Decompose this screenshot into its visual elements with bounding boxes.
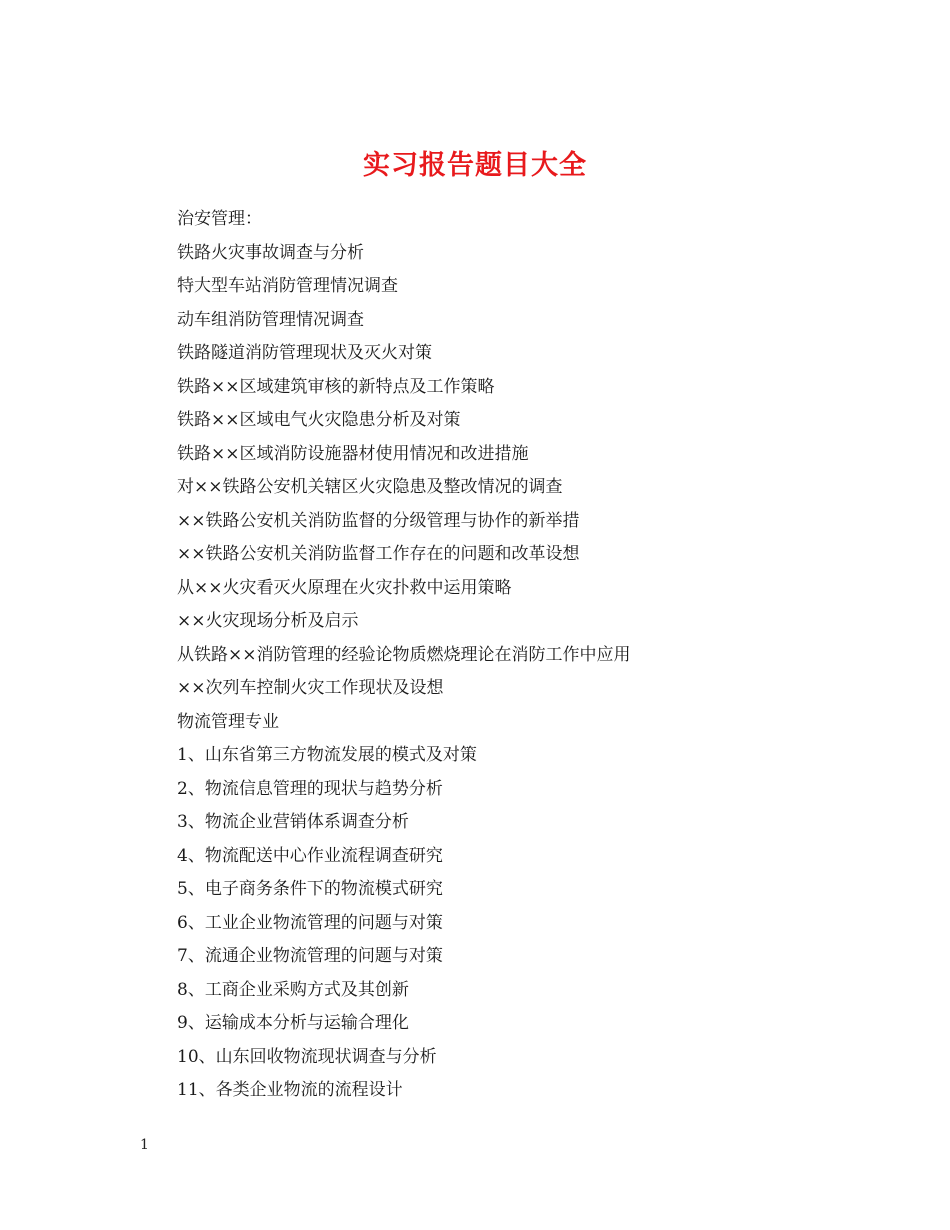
list-item: 动车组消防管理情况调查 — [177, 309, 364, 330]
list-item: 铁路隧道消防管理现状及灭火对策 — [177, 343, 432, 363]
list-item: 对××铁路公安机关辖区火灾隐患及整改情况的调查 — [177, 477, 563, 497]
list-item: 铁路××区域电气火灾隐患分析及对策 — [177, 410, 461, 430]
list-item: 7、流通企业物流管理的问题与对策 — [177, 946, 443, 966]
section-heading: 治安管理： — [177, 209, 262, 229]
list-item: 6、工业企业物流管理的问题与对策 — [177, 912, 443, 933]
list-item: 铁路火灾事故调查与分析 — [177, 242, 364, 263]
page-number: 1 — [140, 1137, 149, 1153]
list-item: 9、运输成本分析与运输合理化 — [177, 1013, 409, 1033]
list-item: 10、山东回收物流现状调查与分析 — [177, 1046, 437, 1067]
list-item: 2、物流信息管理的现状与趋势分析 — [177, 778, 443, 799]
document-title: 实习报告题目大全 — [363, 150, 587, 182]
topic-list — [177, 203, 631, 1108]
list-item: ××铁路公安机关消防监督的分级管理与协作的新举措 — [177, 510, 580, 531]
list-item: 从××火灾看灭火原理在火灾扑救中运用策略 — [177, 577, 512, 598]
list-item: 8、工商企业采购方式及其创新 — [177, 979, 409, 1000]
list-item: 5、电子商务条件下的物流模式研究 — [177, 879, 443, 899]
list-item: 3、物流企业营销体系调查分析 — [177, 812, 409, 832]
list-item: 4、物流配送中心作业流程调查研究 — [177, 845, 443, 866]
list-item: 铁路××区域消防设施器材使用情况和改进措施 — [177, 443, 529, 464]
list-item: 特大型车站消防管理情况调查 — [177, 276, 398, 296]
list-item: ××铁路公安机关消防监督工作存在的问题和改革设想 — [177, 544, 580, 564]
list-item: ××火灾现场分析及启示 — [177, 611, 359, 631]
list-item: ××次列车控制火灾工作现状及设想 — [177, 678, 444, 698]
list-item: 1、山东省第三方物流发展的模式及对策 — [177, 745, 477, 765]
list-item: 铁路××区域建筑审核的新特点及工作策略 — [177, 376, 495, 397]
list-item: 11、各类企业物流的流程设计 — [177, 1080, 403, 1100]
list-item: 从铁路××消防管理的经验论物质燃烧理论在消防工作中应用 — [177, 644, 631, 665]
section-heading: 物流管理专业 — [177, 711, 279, 732]
